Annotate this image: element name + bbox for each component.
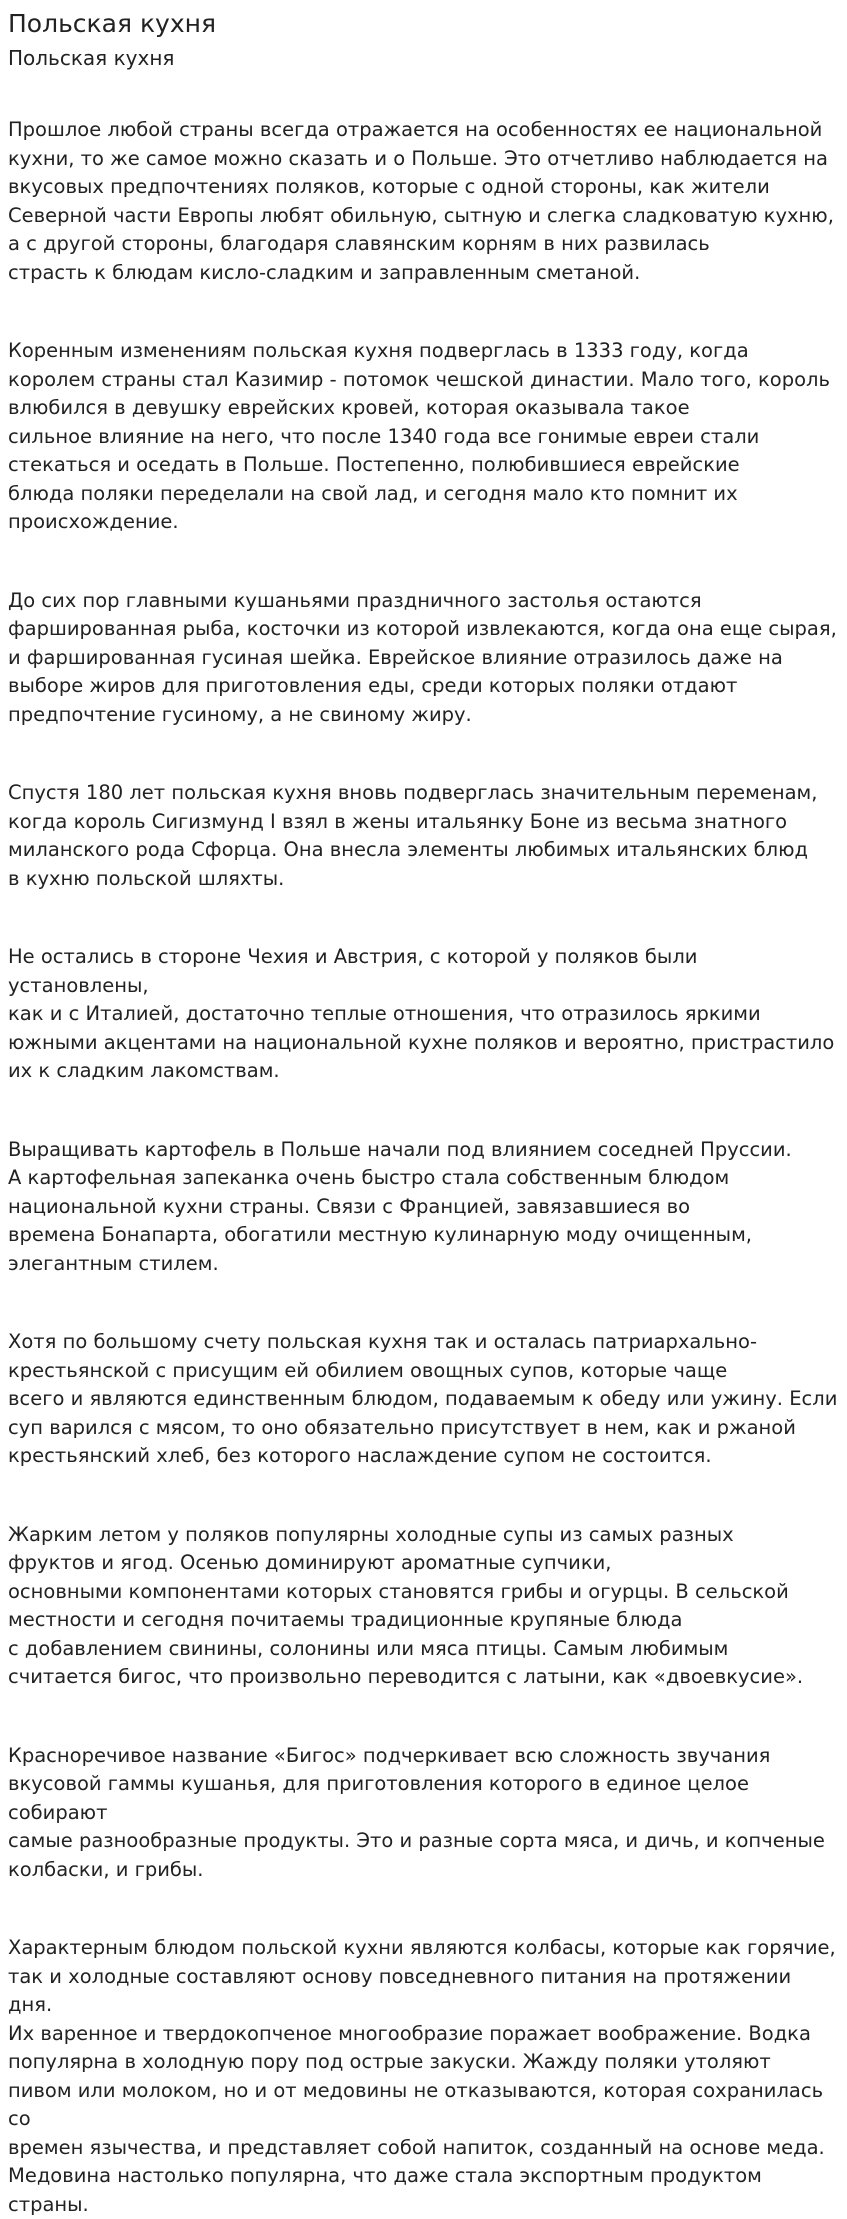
paragraph-7: Хотя по большому счету польская кухня так и осталась патриархально- крестьянской с присущим ей обилием овощных супов, которые чаще всего и являются единственным блюдом, подаваемым к обеду или ужину. Если суп варился с мясом, то оно обязательно присутствует в нем, как и ржаной крестьянский хлеб, без которого наслаждение супом не состоится. (8, 1330, 838, 1467)
paragraph-3: До сих пор главными кушаньями праздничного застолья остаются фаршированная рыба, косточки из которой извлекаются, когда она еще сырая, и фаршированная гусиная шейка. Еврейское влияние отразилось даже на выборе жиров для приготовления еды, среди которых поляки отдают предпочтение гусиному, а не свиному жиру. (8, 588, 837, 726)
page-subtitle: Польская кухня (8, 46, 175, 70)
paragraph-4: Спустя 180 лет польская кухня вновь подверглась значительным переменам, когда король Сигизмунд I взял в жены итальянку Боне из весьма знатного миланского рода Сфорца. Она внесла элементы любимых итальянских блюд в кухню польской шляхты. (8, 781, 818, 890)
paragraph-5: Не остались в стороне Чехия и Австрия, с которой у поляков были установлены, как и с Италией, достаточно теплые отношения, что отразилось яркими южными акцентами на национальной кухне поляков и вероятно, пристрастило их к сладким лакомствам. (8, 945, 835, 1082)
article-body (8, 116, 841, 2219)
paragraph-10: Характерным блюдом польской кухни являются колбасы, которые как горячие, так и холодные составляют основу повседневного питания на протяжении дня. Их варенное и твердокопченое многообразие поражает воображение. Водка популярна в холодную пору под острые закуски. Жажду поляки утоляют пивом или молоком, но и от медовины не отказываются, которая сохранилась со времен язычества, и представляет собой напиток, созданный на основе меда. Медовина настолько популярна, что даже стала экспортным продуктом страны. (8, 1936, 836, 2216)
paragraph-9: Красноречивое название «Бигос» подчеркивает всю сложность звучания вкусовой гаммы кушанья, для приготовления которого в единое целое собирают самые разнообразные продукты. Это и разные сорта мяса, и дичь, и копченые колбаски, и грибы. (8, 1743, 825, 1881)
paragraph-6: Выращивать картофель в Польше начали под влиянием соседней Пруссии. А картофельная запеканка очень быстро стала собственным блюдом национальной кухни страны. Связи с Францией, завязавшиеся во времена Бонапарта, обогатили местную кулинарную моду очищенным, элегантным стилем. (8, 1137, 792, 1275)
paragraph-2: Коренным изменениям польская кухня подверглась в 1333 году, когда королем страны стал Казимир - потомок чешской династии. Мало того, король влюбился в девушку еврейских кровей, которая оказывала такое сильное влияние на него, что после 1340 года все гонимые евреи стали стекаться и оседать в Польше. Постепенно, полюбившиеся еврейские блюда поляки переделали на свой лад, и сегодня мало кто помнит их происхождение. (8, 339, 830, 533)
paragraph-1: Прошлое любой страны всегда отражается на особенностях ее национальной кухни, то же самое можно сказать и о Польше. Это отчетливо наблюдается на вкусовых предпочтениях поляков, которые с одной стороны, как жители Северной части Европы любят обильную, сытную и слегка сладковатую кухню, а с другой стороны, благодаря славянским корням в них развилась страсть к блюдам кисло-сладким и заправленным сметаной. (8, 118, 834, 284)
page-title: Польская кухня (8, 9, 217, 38)
paragraph-8: Жарким летом у поляков популярны холодные супы из самых разных фруктов и ягод. Осенью доминируют ароматные супчики, основными компонентами которых становятся грибы и огурцы. В сельской местности и сегодня почитаемы традиционные крупяные блюда с добавлением свинины, солонины или мяса птицы. Самым любимым считается бигос, что произвольно переводится с латыни, как «двоевкусие». (8, 1522, 804, 1688)
